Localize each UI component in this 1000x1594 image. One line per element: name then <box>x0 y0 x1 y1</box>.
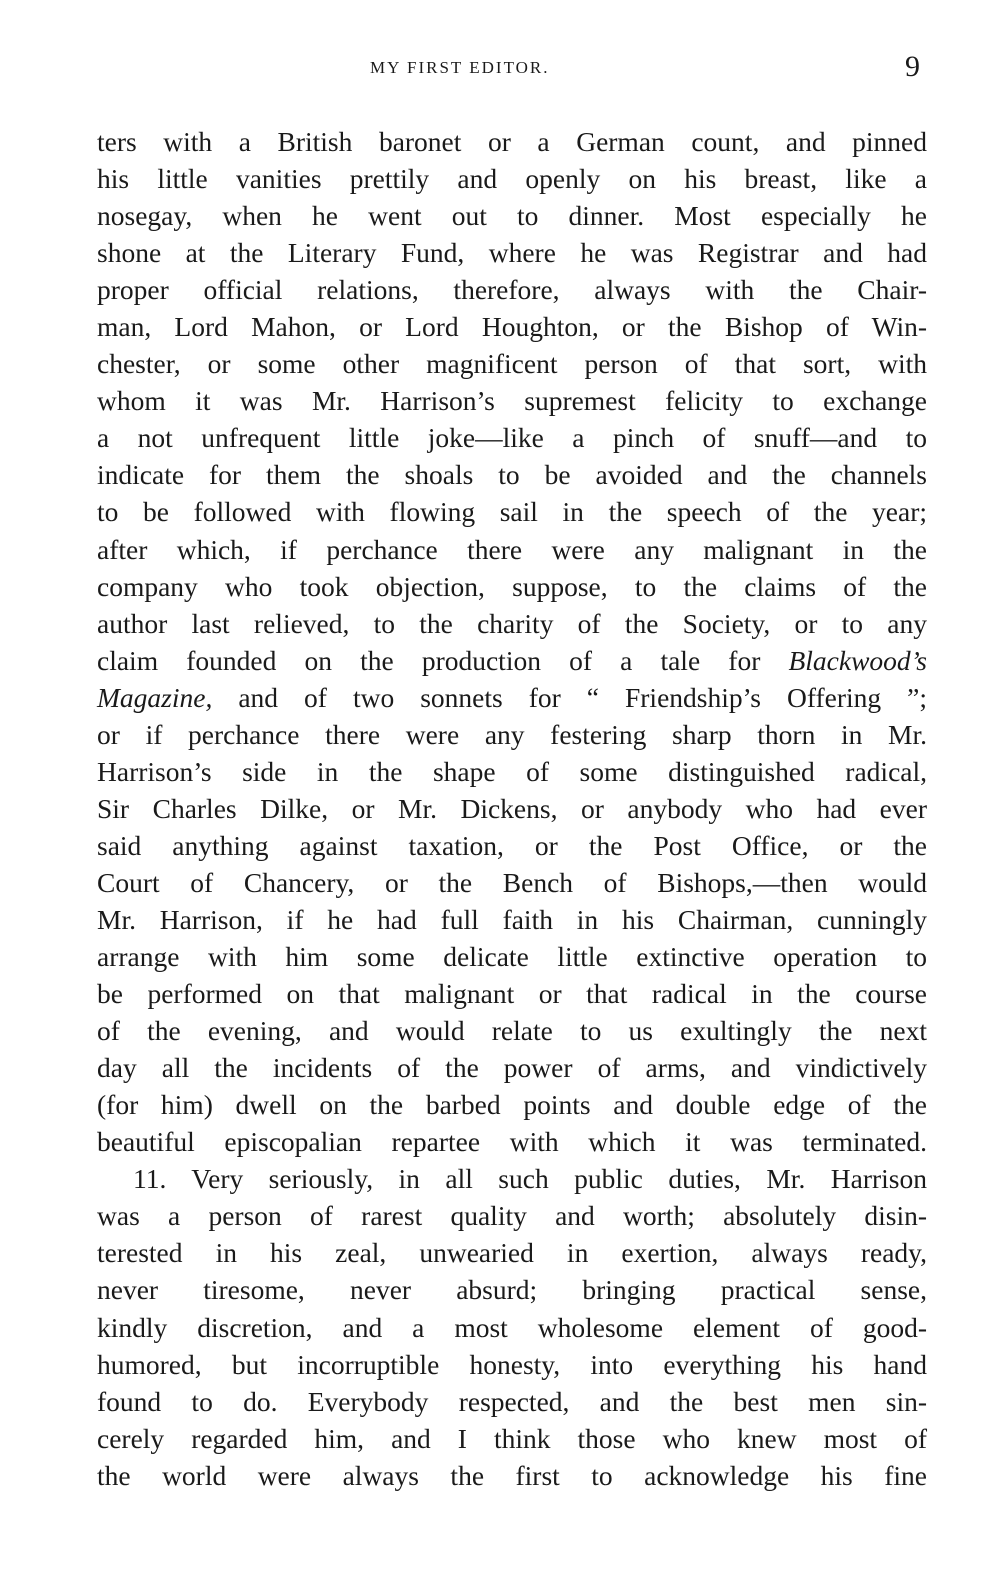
text-line <box>97 1346 927 1383</box>
line-text: terested in his zeal, unwearied in exertion, always ready, <box>97 1237 927 1269</box>
body-text <box>97 123 927 1494</box>
italic-text: Blackwood’s <box>788 644 927 676</box>
text-line <box>97 679 927 716</box>
text-line <box>97 716 927 753</box>
line-text: man, Lord Mahon, or Lord Houghton, or the Bishop of Win- <box>97 311 927 343</box>
line-text: 11. Very seriously, in all such public duties, Mr. Harrison <box>133 1163 927 1195</box>
text-line <box>97 975 927 1012</box>
line-text: never tiresome, never absurd; bringing practical sense, <box>97 1274 927 1306</box>
line-text: claim founded on the production of a tale for <box>97 644 789 676</box>
line-text: found to do. Everybody respected, and the best men sin- <box>97 1385 927 1417</box>
line-text: was a person of rarest quality and worth; absolutely disin- <box>97 1200 927 1232</box>
text-line <box>97 493 927 530</box>
text-line <box>97 456 927 493</box>
line-text: author last relieved, to the charity of the Society, or to any <box>97 607 927 639</box>
text-line <box>97 568 927 605</box>
italic-text: Magazine, <box>97 681 213 713</box>
line-text: cerely regarded him, and I think those who knew most of <box>97 1422 927 1454</box>
text-line <box>97 827 927 864</box>
text-line <box>97 1420 927 1457</box>
line-text: or if perchance there were any festering sharp thorn in Mr. <box>97 718 927 750</box>
text-line <box>97 642 927 679</box>
text-line <box>97 271 927 308</box>
line-text: and of two sonnets for “ Friendship’s Offering ”; <box>212 681 927 713</box>
line-text: indicate for them the shoals to be avoided and the channels <box>97 459 927 491</box>
line-text: the world were always the first to acknowledge his fine <box>97 1459 927 1491</box>
line-text: after which, if perchance there were any malignant in the <box>97 533 927 565</box>
line-text: to be followed with flowing sail in the speech of the year; <box>97 496 927 528</box>
text-line <box>97 1197 927 1234</box>
text-line <box>97 382 927 419</box>
line-text: day all the incidents of the power of arms, and vindictively <box>97 1052 927 1084</box>
text-line <box>97 1123 927 1160</box>
line-text: chester, or some other magnificent person of that sort, with <box>97 348 927 380</box>
line-text: Sir Charles Dilke, or Mr. Dickens, or anybody who had ever <box>97 792 927 824</box>
line-text: said anything against taxation, or the Post Office, or the <box>97 829 927 861</box>
text-line <box>97 1271 927 1308</box>
line-text: shone at the Literary Fund, where he was Registrar and had <box>97 237 927 269</box>
line-text: company who took objection, suppose, to the claims of the <box>97 570 927 602</box>
line-text: arrange with him some delicate little extinctive operation to <box>97 941 927 973</box>
text-line <box>97 345 927 382</box>
text-line <box>97 123 927 160</box>
text-line <box>97 308 927 345</box>
line-text: ters with a British baronet or a German count, and pinned <box>97 126 927 157</box>
running-head-title: MY FIRST EDITOR. <box>370 58 550 77</box>
text-line <box>97 864 927 901</box>
line-text: of the evening, and would relate to us exultingly the next <box>97 1015 927 1047</box>
text-line <box>97 605 927 642</box>
line-text: be performed on that malignant or that radical in the course <box>97 978 927 1010</box>
text-line <box>97 531 927 568</box>
line-text: humored, but incorruptible honesty, into everything his hand <box>97 1348 927 1380</box>
line-text: Court of Chancery, or the Bench of Bishops,—then would <box>97 866 927 898</box>
text-line <box>97 419 927 456</box>
text-line <box>97 160 927 197</box>
text-line <box>97 234 927 271</box>
line-text: Harrison’s side in the shape of some distinguished radical, <box>97 755 927 787</box>
page-number: 9 <box>905 50 920 83</box>
text-line <box>97 1457 927 1494</box>
line-text: whom it was Mr. Harrison’s supremest felicity to exchange <box>97 385 927 417</box>
text-line <box>97 753 927 790</box>
text-line <box>97 1049 927 1086</box>
text-line <box>97 1086 927 1123</box>
line-text: (for him) dwell on the barbed points and double edge of the <box>97 1089 927 1121</box>
line-text: his little vanities prettily and openly on his breast, like a <box>97 163 927 195</box>
line-text: proper official relations, therefore, always with the Chair- <box>97 274 927 306</box>
text-line <box>97 1234 927 1271</box>
line-text: kindly discretion, and a most wholesome element of good- <box>97 1311 927 1343</box>
text-line <box>97 1383 927 1420</box>
text-line <box>97 938 927 975</box>
text-line <box>97 901 927 938</box>
line-text: a not unfrequent little joke—like a pinch of snuff—and to <box>97 422 927 454</box>
text-line <box>97 790 927 827</box>
text-line <box>97 1160 927 1197</box>
text-line <box>97 1012 927 1049</box>
running-head <box>0 50 1000 84</box>
text-line <box>97 1309 927 1346</box>
line-text: nosegay, when he went out to dinner. Most especially he <box>97 200 927 232</box>
line-text: Mr. Harrison, if he had full faith in his Chairman, cunningly <box>97 903 927 935</box>
line-text: beautiful episcopalian repartee with which it was terminated. <box>97 1126 927 1158</box>
text-line <box>97 197 927 234</box>
